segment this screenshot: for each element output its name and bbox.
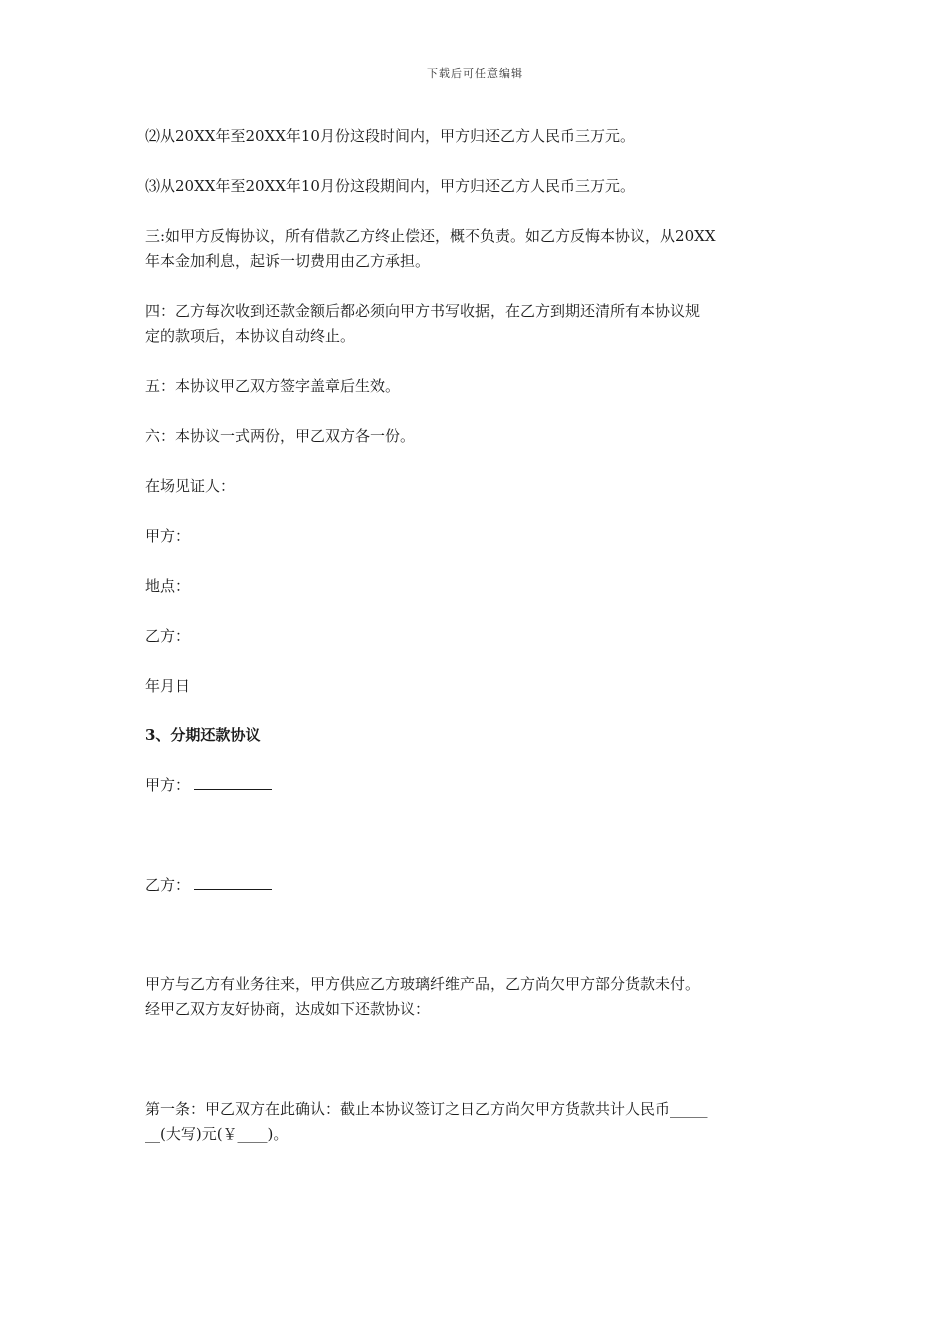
- section-title: 3、分期还款协议: [145, 726, 261, 744]
- party-b-label: 乙方：: [145, 627, 191, 645]
- section-party-b-label: 乙方：: [145, 876, 191, 894]
- clause-four-line-2: 定的款项后，本协议自动终止。: [145, 327, 356, 345]
- section-party-a: [145, 773, 815, 798]
- clause-three-line-2: 年本金加利息，起诉一切费用由乙方承担。: [145, 252, 431, 270]
- clause-four-line-1: 四：乙方每次收到还款金额后都必须向甲方书写收据，在乙方到期还清所有本协议规: [145, 302, 701, 320]
- clause-six: 六：本协议一式两份，甲乙双方各一份。: [145, 427, 416, 445]
- article-one-line-1: 第一条：甲乙双方在此确认：截止本协议签订之日乙方尚欠甲方货款共计人民币_____: [145, 1100, 708, 1118]
- party-a-label: 甲方：: [145, 527, 191, 545]
- paragraph-repayment-2: ⑵从20XX年至20XX年10月份这段时间内，甲方归还乙方人民币三万元。: [145, 127, 635, 145]
- clause-three-line-1: 三:如甲方反悔协议，所有借款乙方终止偿还，概不负责。如乙方反悔本协议，从20XX: [145, 227, 716, 245]
- clause-five: 五：本协议甲乙双方签字盖章后生效。: [145, 377, 401, 395]
- section-party-a-label: 甲方：: [145, 776, 191, 794]
- intro-line-2: 经甲乙双方友好协商，达成如下还款协议：: [145, 1000, 431, 1018]
- paragraph-repayment-3: ⑶从20XX年至20XX年10月份这段期间内，甲方归还乙方人民币三万元。: [145, 177, 635, 195]
- location-label: 地点：: [145, 577, 191, 595]
- article-one-line-2: __(大写)元(￥____)。: [145, 1125, 289, 1143]
- intro-line-1: 甲方与乙方有业务往来，甲方供应乙方玻璃纤维产品，乙方尚欠甲方部分货款未付。: [145, 975, 701, 993]
- section-party-b: [145, 873, 815, 898]
- witness-label: 在场见证人：: [145, 477, 236, 495]
- date-label: 年月日: [145, 677, 191, 695]
- party-a-blank: [194, 775, 272, 790]
- header-note: 下载后可任意编辑: [427, 67, 523, 80]
- party-b-blank: [194, 875, 272, 890]
